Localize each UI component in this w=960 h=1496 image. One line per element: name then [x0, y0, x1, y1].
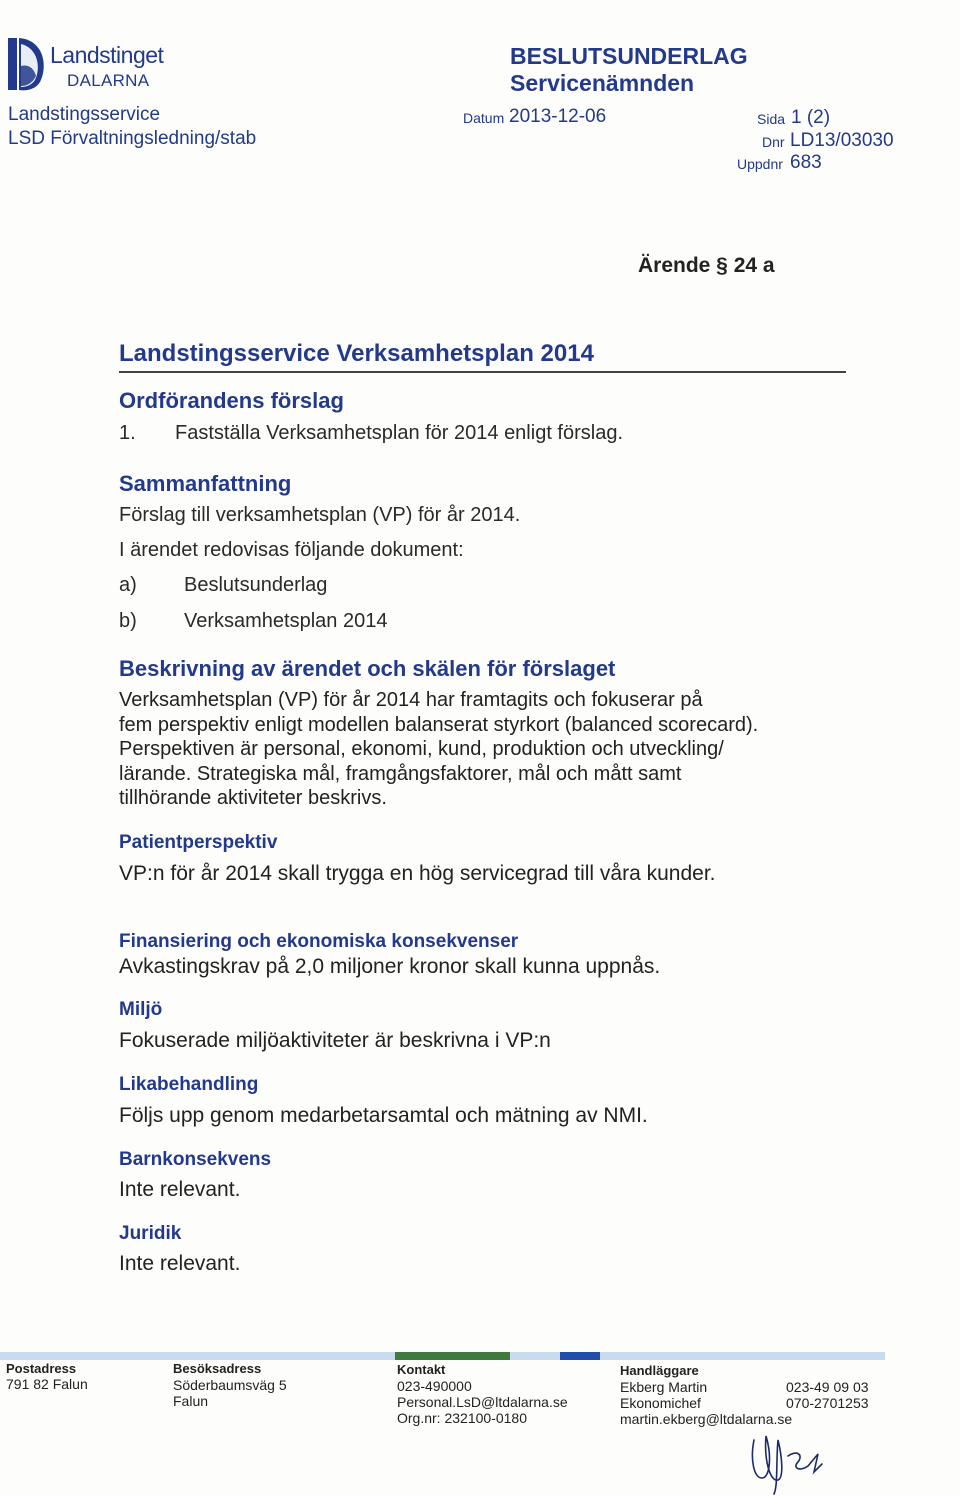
- footer-kontakt-label: Kontakt: [397, 1362, 446, 1377]
- description-line: fem perspektiv enligt modellen balanserat styrkort (balanced scorecard).: [119, 713, 759, 736]
- footer-handlaggare-name: Ekberg Martin: [620, 1379, 708, 1395]
- section-heading: Finansiering och ekonomiska konsekvenser: [119, 931, 519, 952]
- document-title: Landstingsservice Verksamhetsplan 2014: [119, 340, 594, 367]
- proposal-number: 1.: [119, 422, 136, 444]
- sida-label: Sida: [757, 111, 786, 127]
- section-text: Avkastingskrav på 2,0 miljoner kronor skall kunna uppnås.: [119, 955, 661, 978]
- logo-subtitle: DALARNA: [67, 71, 150, 90]
- section-heading: Juridik: [119, 1223, 182, 1244]
- footer-handlaggare-label: Handläggare: [620, 1363, 699, 1378]
- footer-kontakt-phone: 023-490000: [397, 1378, 472, 1394]
- section-heading: Patientperspektiv: [119, 832, 278, 853]
- section-text: Inte relevant.: [119, 1252, 241, 1275]
- title-underline: [119, 371, 846, 373]
- footer-band-accent: [395, 1352, 510, 1360]
- summary-item-text: Verksamhetsplan 2014: [184, 610, 388, 632]
- section-heading: Miljö: [119, 999, 163, 1020]
- footer-besok-line-2: Falun: [173, 1393, 209, 1409]
- footer-handlaggare-title: Ekonomichef: [620, 1395, 701, 1411]
- proposal-text: Fastställa Verksamhetsplan för 2014 enligt förslag.: [175, 422, 624, 444]
- description-line: tillhörande aktiviteter beskrivs.: [119, 787, 387, 809]
- document-type: BESLUTSUNDERLAG: [510, 43, 748, 69]
- dnr-value: LD13/03030: [790, 130, 894, 151]
- proposal-heading: Ordförandens förslag: [119, 388, 344, 413]
- section-text: VP:n för år 2014 skall trygga en hög servicegrad till våra kunder.: [119, 862, 716, 885]
- footer-besok-line-1: Söderbaumsväg 5: [173, 1377, 287, 1393]
- signature-icon: [748, 1416, 828, 1496]
- summary-line-1: Förslag till verksamhetsplan (VP) för år 2014.: [119, 504, 521, 526]
- description-line: Perspektiven är personal, ekonomi, kund, produktion och utveckling/: [119, 738, 724, 760]
- footer-kontakt-org: Org.nr: 232100-0180: [397, 1410, 527, 1426]
- footer-handlaggare-phone-2: 070-2701253: [786, 1395, 869, 1411]
- summary-item-marker: a): [119, 574, 137, 596]
- section-text: Fokuserade miljöaktiviteter är beskrivna i VP:n: [119, 1029, 551, 1052]
- dnr-label: Dnr: [762, 134, 785, 150]
- footer-kontakt-email: Personal.LsD@ltdalarna.se: [397, 1394, 568, 1410]
- summary-line-2: I ärendet redovisas följande dokument:: [119, 539, 464, 561]
- logo-name: Landstinget: [50, 42, 164, 68]
- footer-handlaggare-email: martin.ekberg@ltdalarna.se: [620, 1411, 793, 1427]
- section-text: Följs upp genom medarbetarsamtal och mätning av NMI.: [119, 1104, 648, 1127]
- description-line: lärande. Strategiska mål, framgångsfaktorer, mål och mått samt: [119, 762, 682, 785]
- summary-heading: Sammanfattning: [119, 471, 292, 496]
- description-paragraph: [119, 688, 819, 811]
- footer-band-accent: [560, 1352, 600, 1360]
- section-heading: Barnkonsekvens: [119, 1149, 272, 1170]
- footer-band: [0, 1352, 885, 1360]
- datum-value: 2013-12-06: [509, 106, 607, 127]
- footer-besok-label: Besöksadress: [173, 1361, 262, 1376]
- department-line-1: Landstingsservice: [8, 104, 161, 125]
- section-heading: Likabehandling: [119, 1074, 259, 1095]
- footer-postadress: 791 82 Falun: [6, 1376, 88, 1392]
- footer-handlaggare-phone-1: 023-49 09 03: [786, 1379, 869, 1395]
- section-text: Inte relevant.: [119, 1178, 241, 1201]
- arende-number: Ärende § 24 a: [638, 254, 775, 277]
- summary-item-marker: b): [119, 610, 137, 632]
- uppdnr-value: 683: [790, 152, 822, 173]
- sida-value: 1 (2): [791, 107, 831, 128]
- description-line: Verksamhetsplan (VP) för år 2014 har framtagits och fokuserar på: [119, 689, 703, 711]
- uppdnr-label: Uppdnr: [737, 156, 783, 172]
- datum-label: Datum: [463, 110, 505, 126]
- committee-name: Servicenämnden: [510, 70, 695, 96]
- description-heading: Beskrivning av ärendet och skälen för förslaget: [119, 656, 616, 681]
- landstinget-logo-icon: [8, 36, 48, 92]
- summary-item-text: Beslutsunderlag: [184, 574, 328, 596]
- footer-postadress-label: Postadress: [6, 1361, 77, 1376]
- department-line-2: LSD Förvaltningsledning/stab: [8, 128, 257, 149]
